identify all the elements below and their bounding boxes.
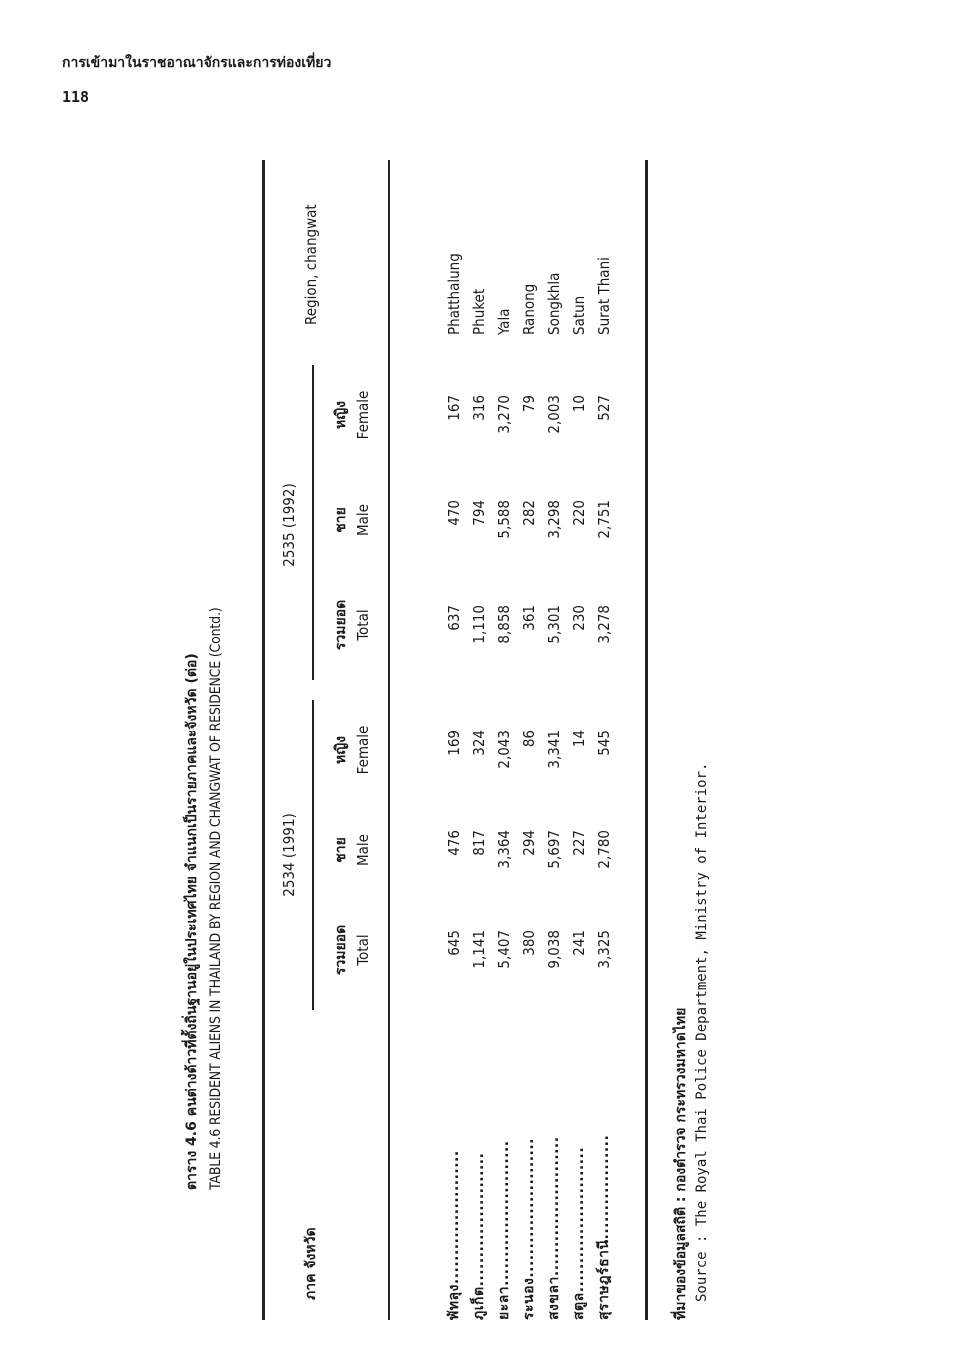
cell-y2-total: 361 xyxy=(520,605,538,631)
cell-y1-total: 3,325 xyxy=(595,930,613,969)
cell-y1-male: 476 xyxy=(445,830,463,856)
col-total-thai: รวมยอด xyxy=(333,599,349,651)
col-female-english: Female xyxy=(354,390,372,440)
cell-y2-total: 1,110 xyxy=(470,605,488,644)
col-header-y1-male xyxy=(330,800,372,900)
col-male-thai: ชาย xyxy=(333,837,349,863)
table-row xyxy=(542,160,567,1320)
col-header-y2-female xyxy=(330,365,372,465)
row-name-english: Ranong xyxy=(520,283,538,335)
cell-y2-male: 5,588 xyxy=(495,500,513,539)
year2-underline xyxy=(312,365,314,680)
cell-y2-female: 167 xyxy=(445,395,463,421)
cell-y2-male: 220 xyxy=(570,500,588,526)
row-name-thai: ภูเก็ต....................... xyxy=(471,1152,487,1320)
cell-y2-total: 8,858 xyxy=(495,605,513,644)
row-name-thai: พัทลุง....................... xyxy=(446,1150,462,1320)
col-header-y2-total xyxy=(330,575,372,675)
table-row xyxy=(467,160,492,1320)
row-name-thai: ยะลา......................... xyxy=(496,1140,512,1320)
cell-y2-total: 230 xyxy=(570,605,588,631)
source-english: Source : The Royal Thai Police Department, Ministry of Interior. xyxy=(694,762,710,1302)
cell-y1-total: 5,407 xyxy=(495,930,513,969)
col-header-y1-female xyxy=(330,700,372,800)
col-total-english: Total xyxy=(354,934,372,966)
cell-y1-male: 3,364 xyxy=(495,830,513,869)
cell-y1-total: 241 xyxy=(570,930,588,956)
table-row xyxy=(567,160,592,1320)
region-header-thai: ภาค จังหวัด xyxy=(303,1227,319,1300)
row-name-english: Satun xyxy=(570,295,588,335)
cell-y1-female: 324 xyxy=(470,730,488,756)
col-header-y2-male xyxy=(330,470,372,570)
table-top-rule xyxy=(262,160,265,1320)
cell-y2-female: 2,003 xyxy=(545,395,563,434)
cell-y1-female: 545 xyxy=(595,730,613,756)
caption-english: TABLE 4.6 RESIDENT ALIENS IN THAILAND BY REGION AND CHANGWAT OF RESIDENCE (Contd.) xyxy=(208,607,224,1190)
table-row xyxy=(442,160,467,1320)
row-name-english: Surat Thani xyxy=(595,257,613,335)
cell-y1-total: 645 xyxy=(445,930,463,956)
row-name-english: Songkhla xyxy=(545,272,563,335)
cell-y2-male: 282 xyxy=(520,500,538,526)
cell-y1-male: 227 xyxy=(570,830,588,856)
caption-thai: ตาราง 4.6 คนต่างด้าวที่ตั้งถิ่นฐานอยู่ในประเทศไทย จำแนกเป็นรายภาคและจังหวัด (ต่อ) xyxy=(184,653,200,1190)
cell-y2-total: 3,278 xyxy=(595,605,613,644)
cell-y1-total: 380 xyxy=(520,930,538,956)
row-name-thai: สงขลา........................ xyxy=(546,1136,562,1320)
rotated-table-block xyxy=(180,160,740,1320)
table-header-rule xyxy=(388,160,390,1320)
cell-y2-female: 316 xyxy=(470,395,488,421)
running-header-title: การเข้ามาในราชอาณาจักรและการท่องเที่ยว xyxy=(62,55,332,71)
row-name-thai: สตูล......................... xyxy=(571,1146,587,1320)
cell-y2-female: 10 xyxy=(570,395,588,413)
table-body xyxy=(442,160,617,1320)
cell-y1-male: 817 xyxy=(470,830,488,856)
col-male-english: Male xyxy=(354,834,372,866)
cell-y1-male: 294 xyxy=(520,830,538,856)
cell-y1-total: 1,141 xyxy=(470,930,488,969)
cell-y1-female: 3,341 xyxy=(545,730,563,769)
row-name-thai: ระนอง........................ xyxy=(521,1138,537,1320)
row-name-english: Phatthalung xyxy=(445,253,463,335)
region-header-english: Region, changwat xyxy=(302,204,320,325)
table-row xyxy=(592,160,617,1320)
source-thai: ที่มาของข้อมูลสถิติ : กองตำรวจ กระทรวงมหาดไทย xyxy=(673,1007,689,1320)
row-name-thai: สุราษฎร์ธานี.................. xyxy=(596,1134,612,1320)
cell-y2-male: 470 xyxy=(445,500,463,526)
col-total-thai: รวมยอด xyxy=(333,924,349,976)
page-header xyxy=(62,52,331,106)
col-total-english: Total xyxy=(354,609,372,641)
table-bottom-rule xyxy=(645,160,648,1320)
cell-y2-total: 637 xyxy=(445,605,463,631)
col-female-thai: หญิง xyxy=(333,401,349,429)
row-name-english: Phuket xyxy=(470,288,488,335)
col-header-y1-total xyxy=(330,900,372,1000)
col-female-english: Female xyxy=(354,725,372,775)
year1-underline xyxy=(312,700,314,1010)
table-row xyxy=(492,160,517,1320)
year1-header: 2534 (1991) xyxy=(280,813,298,897)
cell-y1-male: 2,780 xyxy=(595,830,613,869)
cell-y2-total: 5,301 xyxy=(545,605,563,644)
cell-y1-female: 86 xyxy=(520,730,538,748)
cell-y1-female: 14 xyxy=(570,730,588,748)
cell-y2-female: 527 xyxy=(595,395,613,421)
col-male-thai: ชาย xyxy=(333,507,349,533)
cell-y1-female: 169 xyxy=(445,730,463,756)
page-number: 118 xyxy=(62,88,90,106)
cell-y2-male: 2,751 xyxy=(595,500,613,539)
cell-y2-female: 79 xyxy=(520,395,538,413)
table-row xyxy=(517,160,542,1320)
cell-y2-male: 794 xyxy=(470,500,488,526)
cell-y2-female: 3,270 xyxy=(495,395,513,434)
table-caption xyxy=(180,190,228,1190)
col-male-english: Male xyxy=(354,504,372,536)
col-female-thai: หญิง xyxy=(333,736,349,764)
year2-header: 2535 (1992) xyxy=(280,483,298,567)
cell-y2-male: 3,298 xyxy=(545,500,563,539)
cell-y1-total: 9,038 xyxy=(545,930,563,969)
cell-y1-male: 5,697 xyxy=(545,830,563,869)
cell-y1-female: 2,043 xyxy=(495,730,513,769)
row-name-english: Yala xyxy=(495,308,513,335)
